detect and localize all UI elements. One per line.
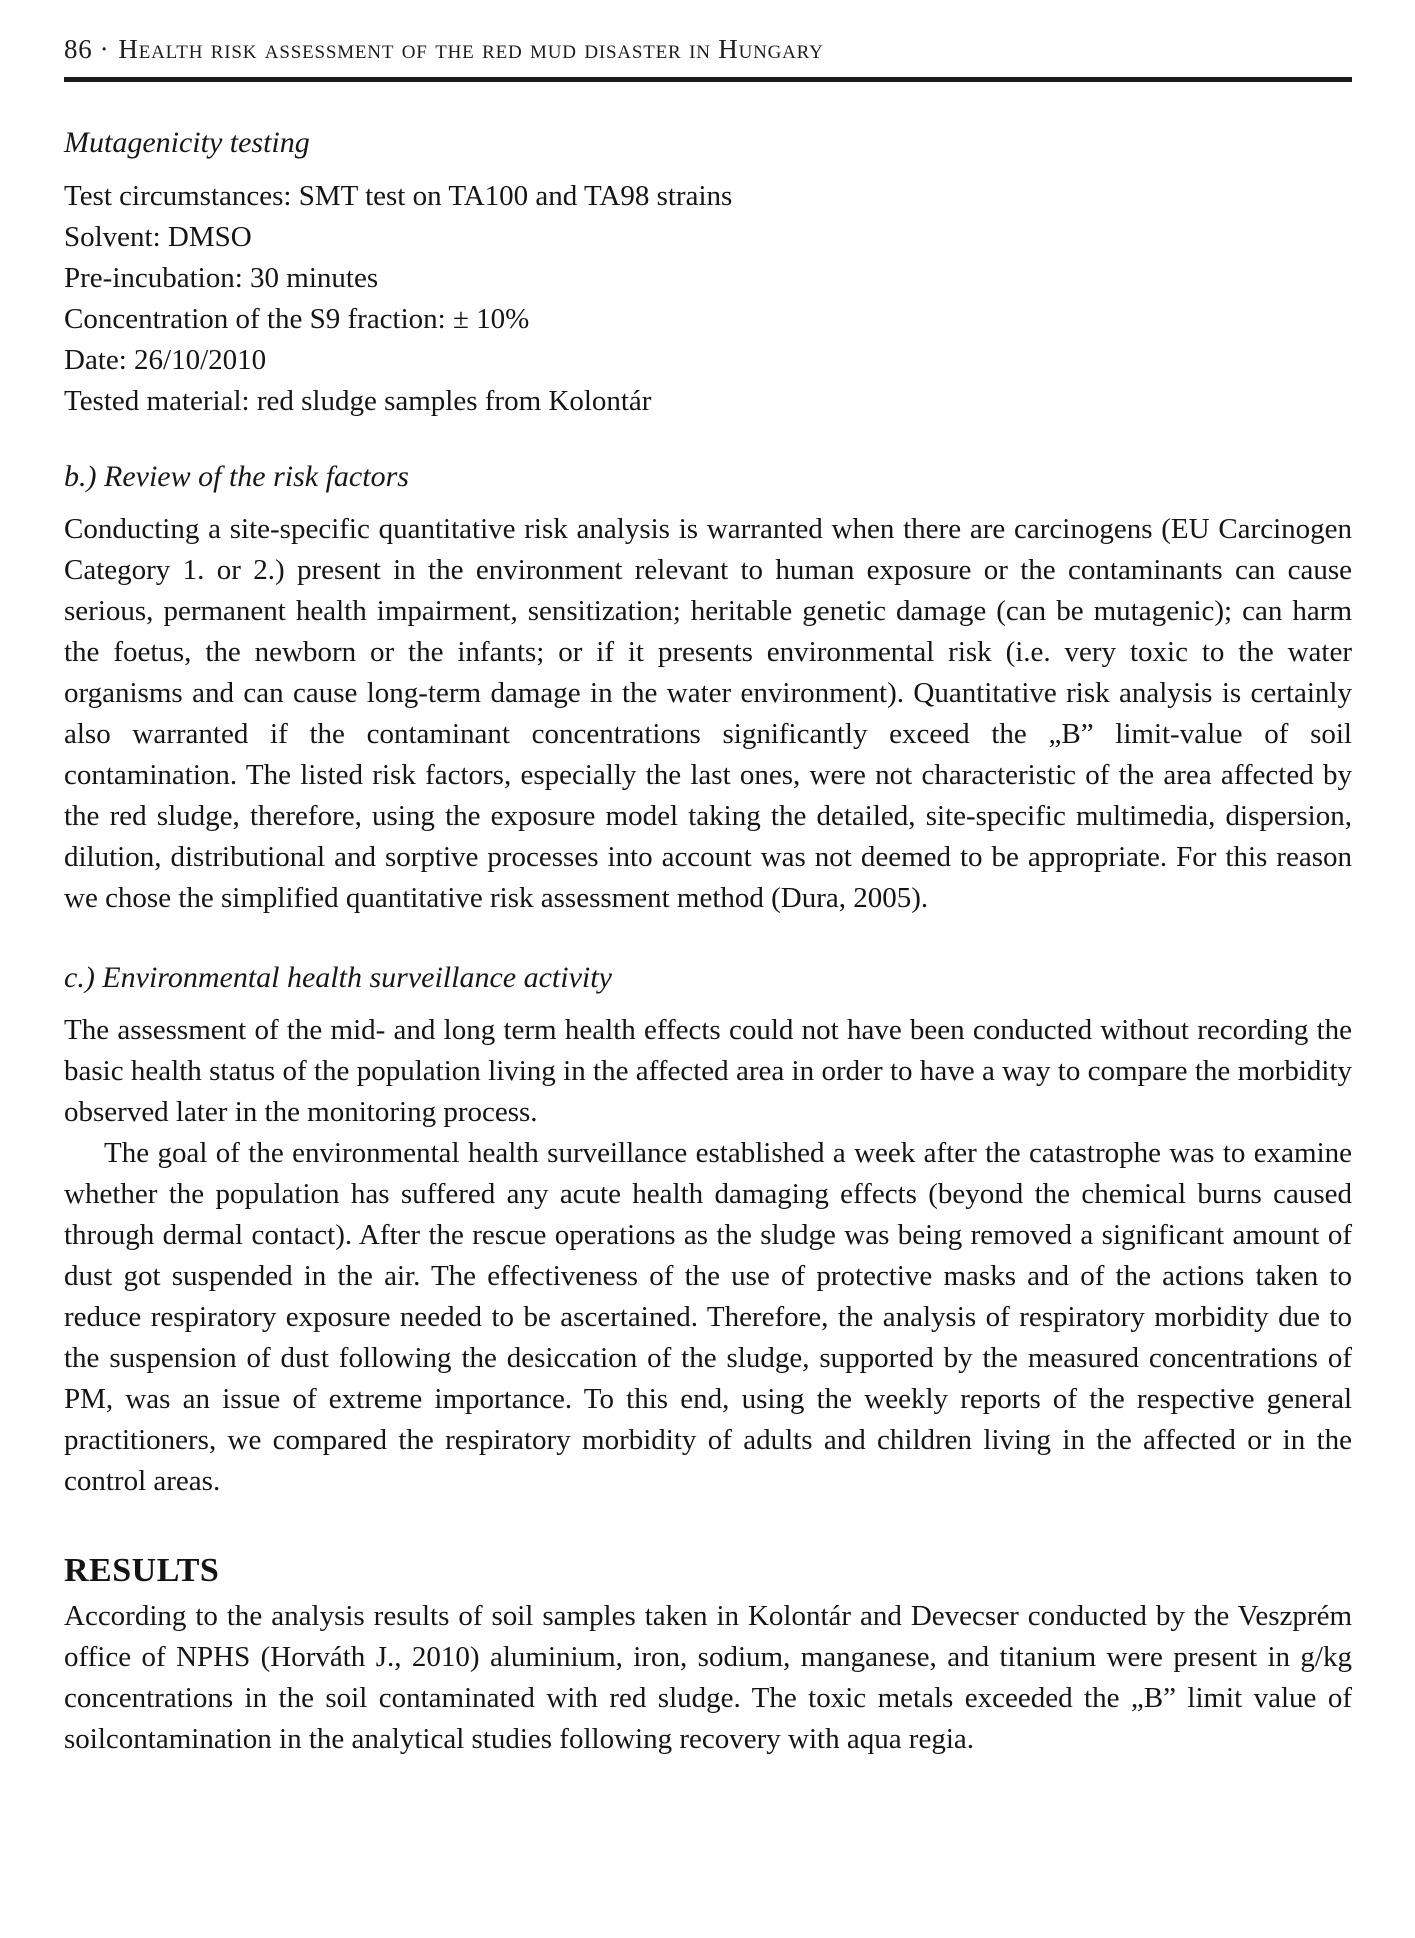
info-line-test-circumstances: Test circumstances: SMT test on TA100 and TA98 strains xyxy=(64,180,733,212)
info-line-solvent: Solvent: DMSO xyxy=(64,221,252,253)
header-rule xyxy=(64,77,1352,82)
heading-environmental-health-surveillance: c.) Environmental health surveillance activity xyxy=(64,961,612,994)
info-line-date: Date: 26/10/2010 xyxy=(64,344,267,376)
text-column xyxy=(64,0,1352,1760)
heading-mutagenicity-testing: Mutagenicity testing xyxy=(64,126,310,159)
header-title: Health risk assessment of the red mud disaster in Hungary xyxy=(118,34,824,64)
page-header xyxy=(64,0,1352,65)
surveillance-paragraph-1: The assessment of the mid- and long term health effects could not have been conducted without recording the basic health status of the population living in the affected area in order to have a way to compare the morbidity observed later in the monitoring process. xyxy=(64,1014,1352,1128)
info-line-tested-material: Tested material: red sludge samples from Kolontár xyxy=(64,385,652,417)
header-separator: · xyxy=(99,34,110,64)
heading-results: RESULTS xyxy=(64,1552,220,1589)
heading-review-risk-factors: b.) Review of the risk factors xyxy=(64,460,409,493)
info-line-pre-incubation: Pre-incubation: 30 minutes xyxy=(64,262,379,294)
risk-factors-paragraph: Conducting a site-specific quantitative risk analysis is warranted when there are carcinogens (EU Carcinogen Category 1. or 2.) present in the environment relevant to human exposure or the contaminants can cause serious, permanent health impairment, sensitization; heritable genetic damage (can be mutagenic); can harm the foetus, the newborn or the infants; or if it presents environmental risk (i.e. very toxic to the water organisms and can cause long-term damage in the water environment). Quantitative risk analysis is certainly also warranted if the contaminant concentrations significantly exceed the „B” limit-value of soil contamination. The listed risk factors, especially the last ones, were not characteristic of the area affected by the red sludge, therefore, using the exposure model taking the detailed, site-specific multimedia, dispersion, dilution, distributional and sorptive processes into account was not deemed to be appropriate. For this reason we chose the simplified quantitative risk assessment method (Dura, 2005). xyxy=(64,513,1352,914)
surveillance-paragraph-2: The goal of the environmental health surveillance established a week after the catastrophe was to examine whether the population has suffered any acute health damaging effects (beyond the chemical burns caused through dermal contact). After the rescue operations as the sludge was being removed a significant amount of dust got suspended in the air. The effectiveness of the use of protective masks and of the actions taken to reduce respiratory exposure needed to be ascertained. Therefore, the analysis of respiratory morbidity due to the suspension of dust following the desiccation of the sludge, supported by the measured concentrations of PM, was an issue of extreme importance. To this end, using the weekly reports of the respective general practitioners, we compared the respiratory morbidity of adults and children living in the affected or in the control areas. xyxy=(64,1137,1352,1497)
info-line-s9-concentration: Concentration of the S9 fraction: ± 10% xyxy=(64,303,530,335)
mutagenicity-details xyxy=(64,176,1352,422)
results-paragraph: According to the analysis results of soil samples taken in Kolontár and Devecser conducted by the Veszprém office of NPHS (Horváth J., 2010) aluminium, iron, sodium, manganese, and titanium were present in g/kg concentrations in the soil contaminated with red sludge. The toxic metals exceeded the „B” limit value of soilcontamination in the analytical studies following recovery with aqua regia. xyxy=(64,1600,1352,1755)
page-number: 86 xyxy=(64,34,93,64)
